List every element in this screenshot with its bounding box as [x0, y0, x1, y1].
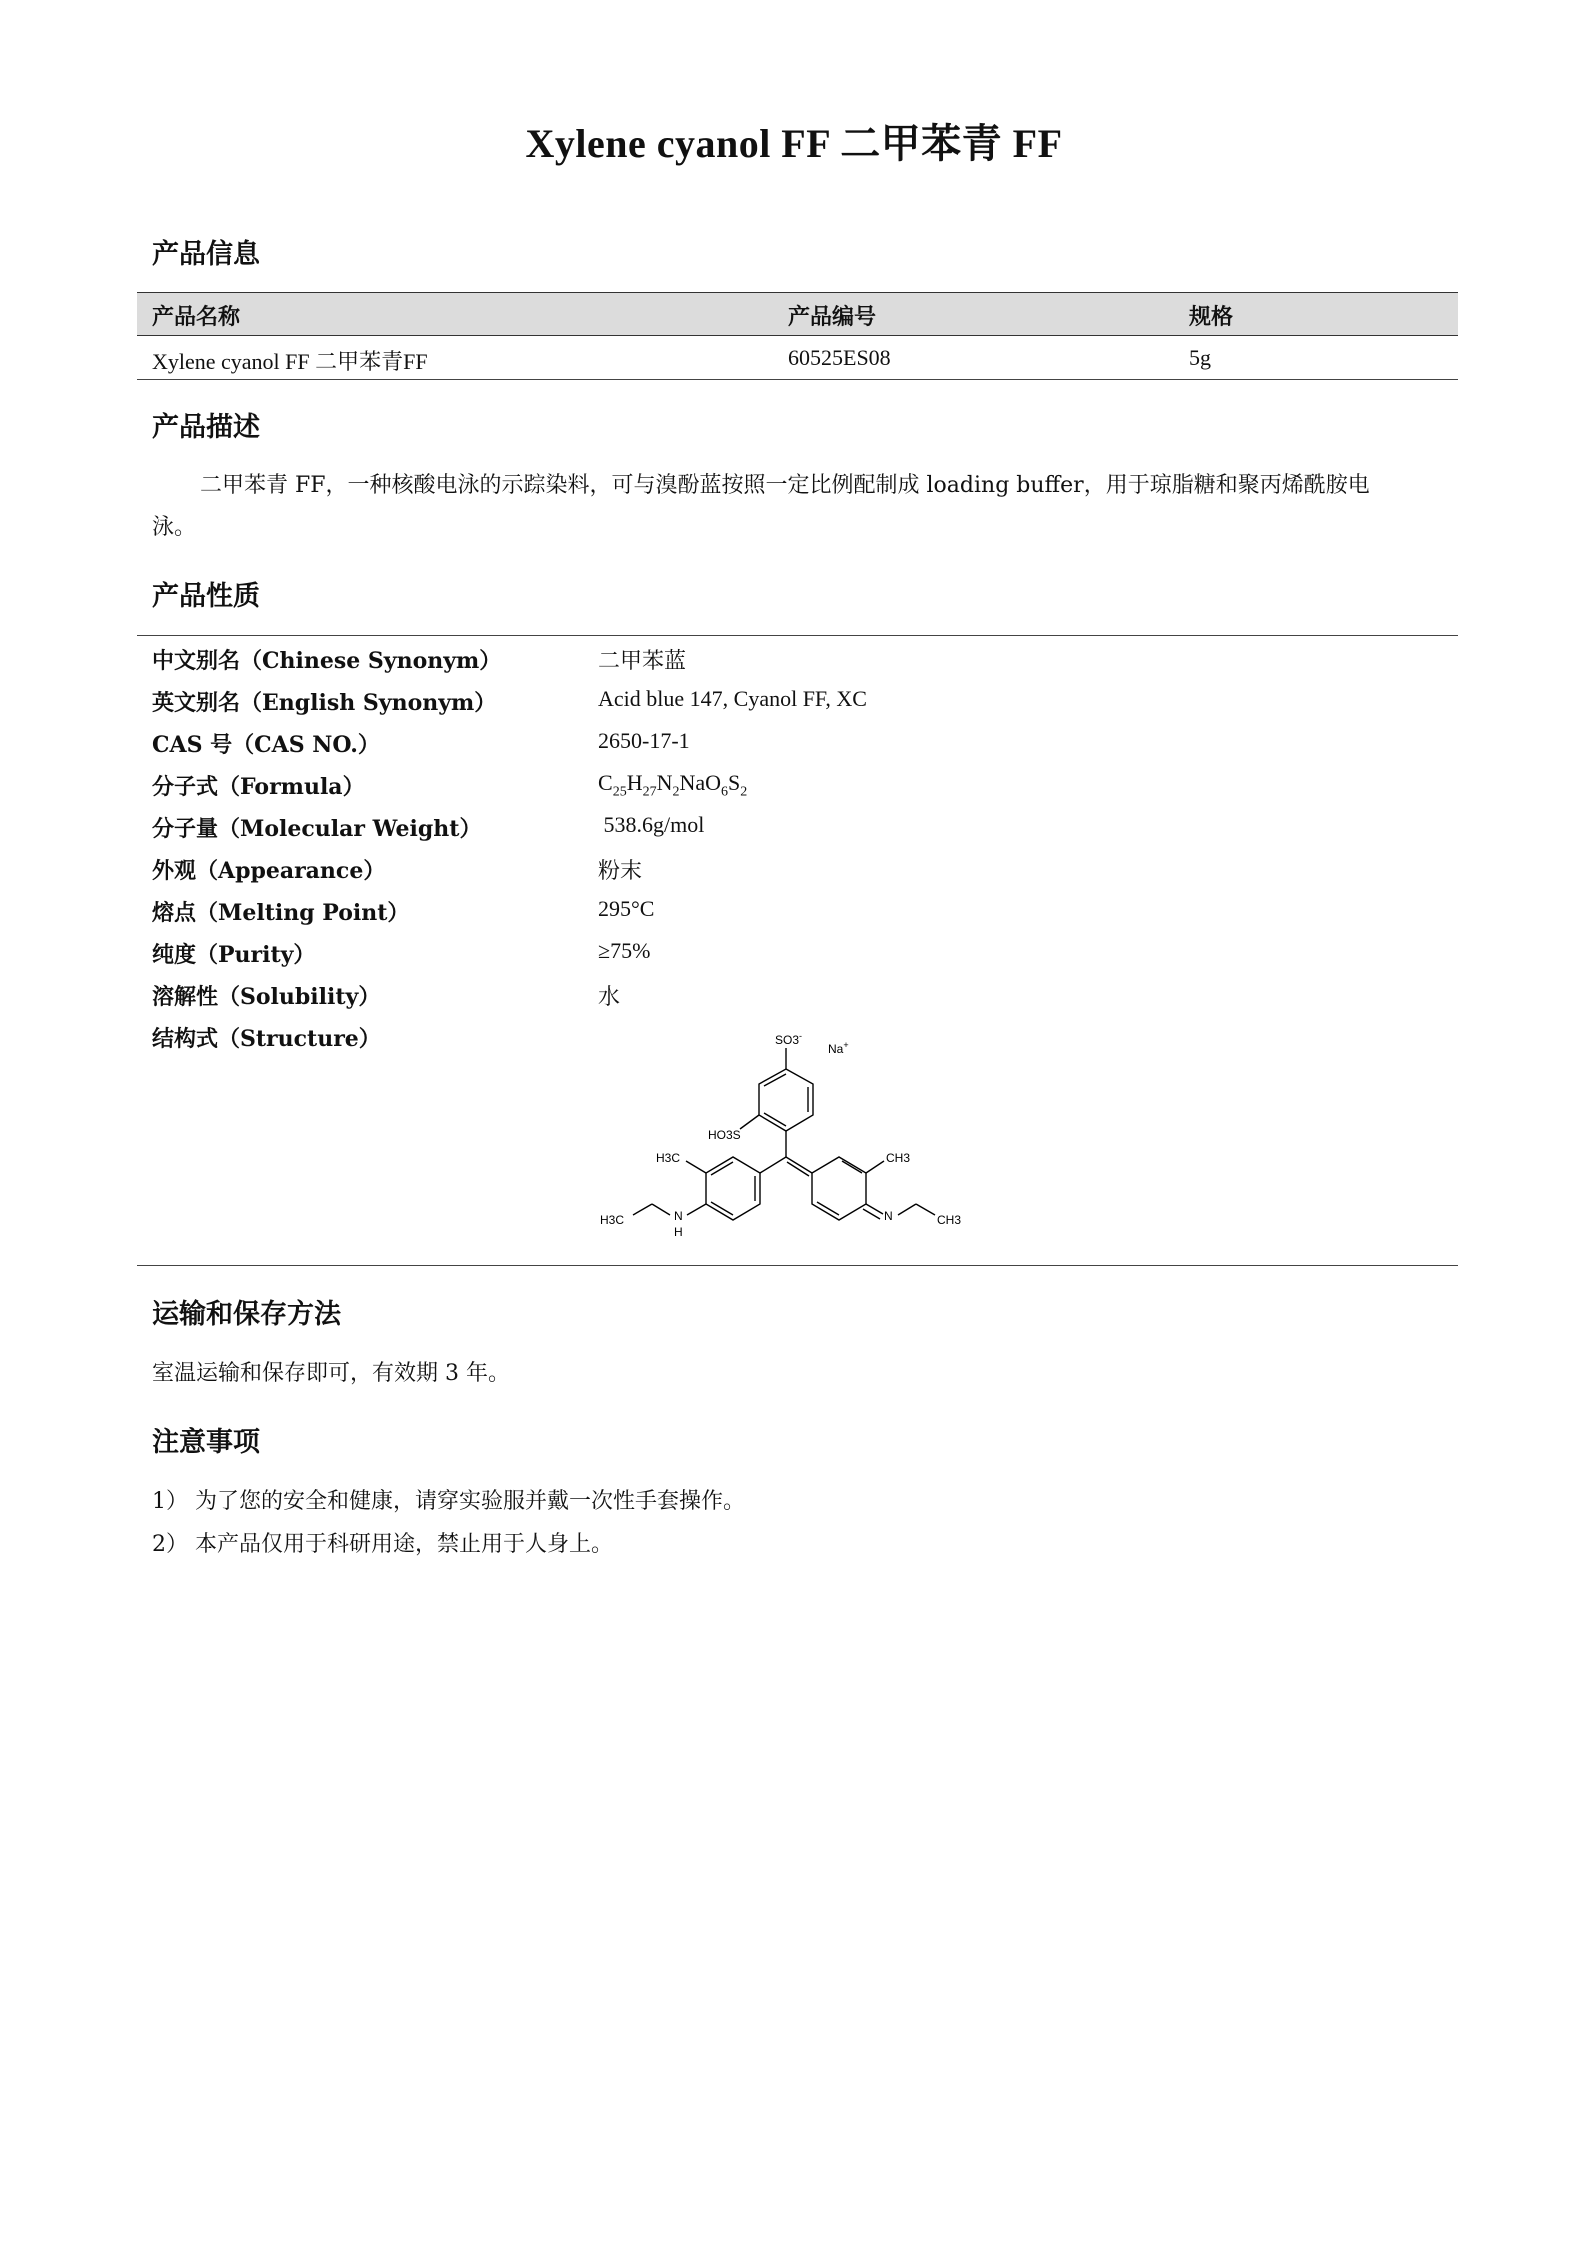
header-product-code: 产品编号	[788, 304, 877, 330]
product-spec-cell: 5g	[1189, 345, 1211, 370]
prop-value-molecular-weight: 538.6g/mol	[598, 812, 705, 837]
section-heading-product-info: 产品信息	[152, 239, 260, 270]
prop-label-english-synonym: 英文别名（English Synonym）	[152, 690, 497, 716]
prop-value-chinese-synonym: 二甲苯蓝	[598, 648, 687, 673]
prop-label-cas: CAS 号（CAS NO.）	[152, 732, 380, 758]
section-heading-properties: 产品性质	[152, 581, 260, 612]
structure-label-amine-h: H	[674, 1225, 683, 1239]
section-heading-description: 产品描述	[152, 412, 260, 443]
prop-label-appearance: 外观（Appearance）	[152, 858, 386, 884]
properties-top-rule	[137, 635, 1458, 636]
chemical-structure-image	[590, 1016, 990, 1256]
prop-value-purity: ≥75%	[598, 938, 651, 963]
prop-value-english-synonym: Acid blue 147, Cyanol FF, XC	[598, 686, 867, 711]
note-item-1: 1） 为了您的安全和健康，请穿实验服并戴一次性手套操作。	[152, 1489, 745, 1514]
prop-label-chinese-synonym: 中文别名（Chinese Synonym）	[152, 648, 502, 674]
prop-label-structure: 结构式（Structure）	[152, 1026, 381, 1052]
prop-value-appearance: 粉末	[598, 858, 643, 883]
section-heading-storage: 运输和保存方法	[152, 1299, 341, 1330]
description-line-1: 二甲苯青 FF，一种核酸电泳的示踪染料，可与溴酚蓝按照一定比例配制成 loading buffer，用于琼脂糖和聚丙烯酰胺电	[200, 473, 1370, 498]
properties-bottom-rule	[137, 1265, 1458, 1266]
structure-label-na: Na+	[828, 1040, 849, 1056]
structure-label-h3c-left: H3C	[656, 1151, 681, 1165]
prop-label-solubility: 溶解性（Solubility）	[152, 984, 381, 1010]
structure-label-imine-n: N	[884, 1209, 893, 1223]
document-title: Xylene cyanol FF 二甲苯青 FF	[525, 121, 1063, 166]
structure-label-amine-n: N	[674, 1209, 683, 1223]
section-heading-notes: 注意事项	[152, 1427, 260, 1458]
description-line-2: 泳。	[152, 515, 197, 540]
product-name-cell: Xylene cyanol FF 二甲苯青FF	[152, 349, 428, 374]
prop-label-melting-point: 熔点（Melting Point）	[152, 900, 410, 926]
product-code-cell: 60525ES08	[788, 345, 891, 370]
prop-value-solubility: 水	[598, 984, 621, 1009]
structure-label-h3c-amine: H3C	[600, 1213, 625, 1227]
table-bottom-rule	[137, 379, 1458, 380]
prop-value-formula: $C_{25}H_{27}N_2NaO_6S_2$	[598, 770, 748, 800]
prop-value-melting-point: 295°C	[598, 896, 655, 921]
structure-label-so3: SO3-	[775, 1031, 803, 1047]
product-table-header	[137, 292, 1458, 336]
prop-label-purity: 纯度（Purity）	[152, 942, 316, 968]
structure-label-ch3-right: CH3	[886, 1151, 911, 1165]
note-item-2: 2） 本产品仅用于科研用途，禁止用于人身上。	[152, 1532, 613, 1557]
prop-label-molecular-weight: 分子量（Molecular Weight）	[152, 816, 482, 842]
prop-label-formula: 分子式（Formula）	[152, 774, 365, 800]
storage-text: 室温运输和保存即可，有效期 3 年。	[152, 1361, 510, 1386]
prop-value-cas: 2650-17-1	[598, 728, 690, 753]
structure-label-ch3-imine: CH3	[937, 1213, 962, 1227]
structure-label-ho3s: HO3S	[708, 1128, 741, 1142]
header-product-name: 产品名称	[152, 304, 241, 330]
header-product-spec: 规格	[1189, 304, 1234, 330]
